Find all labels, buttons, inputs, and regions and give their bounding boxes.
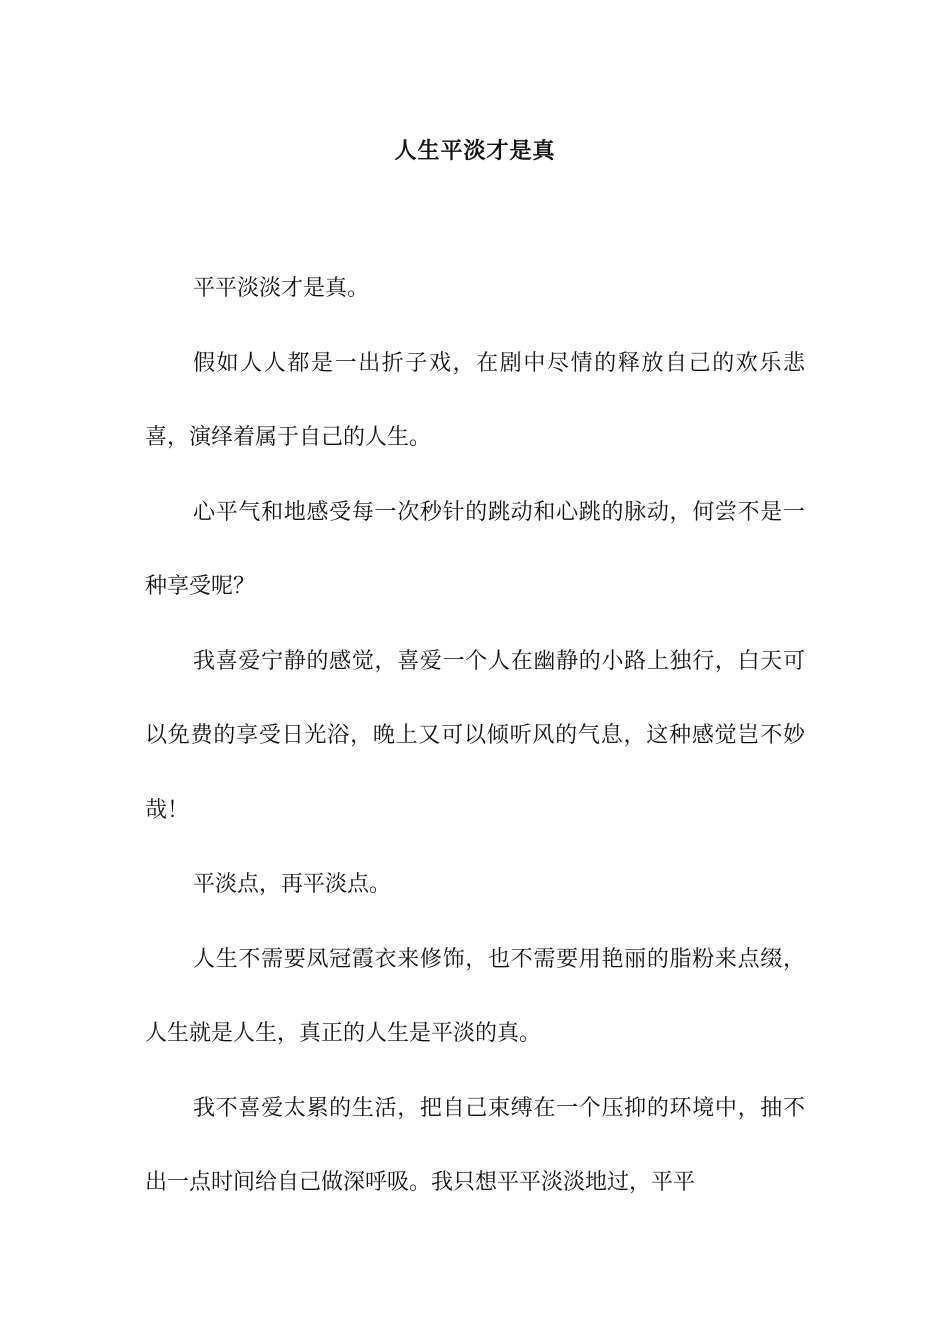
paragraph: 我喜爱宁静的感觉，喜爱一个人在幽静的小路上独行，白天可以免费的享受日光浴，晚上又可以倾听风的气息，这种感觉岂不妙哉！ (145, 648, 805, 823)
paragraph: 心平气和地感受每一次秒针的跳动和心跳的脉动，何尝不是一种享受呢？ (145, 499, 805, 599)
paragraph: 假如人人都是一出折子戏，在剧中尽情的释放自己的欢乐悲喜，演绎着属于自己的人生。 (145, 350, 805, 450)
paragraph: 平淡点，再平淡点。 (193, 872, 392, 897)
paragraph: 我不喜爱太累的生活，把自己束缚在一个压抑的环境中，抽不出一点时间给自己做深呼吸。我只想平平淡淡地过，平平 (145, 1095, 805, 1195)
document-title: 人生平淡才是真 (394, 138, 556, 164)
paragraph: 平平淡淡才是真。 (193, 276, 370, 301)
paragraph: 人生不需要凤冠霞衣来修饰，也不需要用艳丽的脂粉来点缀，人生就是人生，真正的人生是平淡的真。 (145, 946, 805, 1046)
document-body (145, 252, 805, 1221)
